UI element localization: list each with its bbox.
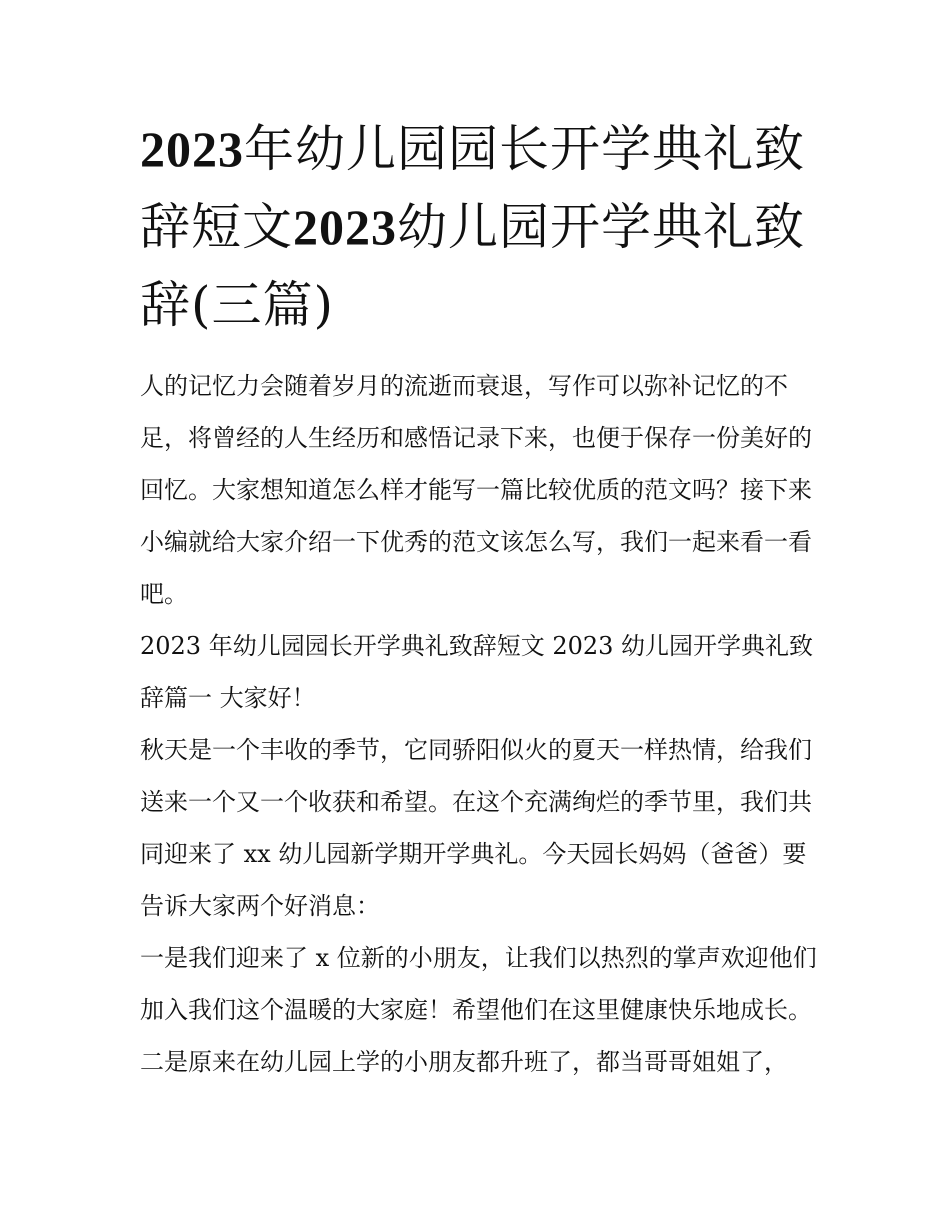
paragraph-autumn: 秋天是一个丰收的季节，它同骄阳似火的夏天一样热情，给我们送来一个又一个收获和希望。在这个充满绚烂的季节里，我们共同迎来了 xx 幼儿园新学期开学典礼。今天园长妈妈（爸爸）要告诉大家两个好消息： bbox=[140, 736, 812, 920]
paragraph-heading: 2023 年幼儿园园长开学典礼致辞短文 2023 幼儿园开学典礼致辞篇一 大家好！ bbox=[140, 632, 814, 712]
document-body bbox=[140, 360, 820, 1088]
paragraph-intro: 人的记忆力会随着岁月的流逝而衰退，写作可以弥补记忆的不足，将曾经的人生经历和感悟记录下来，也便于保存一份美好的回忆。大家想知道怎么样才能写一篇比较优质的范文吗？接下来小编就给大家介绍一下优秀的范文该怎么写，我们一起来看一看吧。 bbox=[140, 372, 812, 608]
document-title bbox=[140, 110, 820, 344]
paragraph-news-one: 一是我们迎来了 x 位新的小朋友，让我们以热烈的掌声欢迎他们加入我们这个温暖的大家庭！希望他们在这里健康快乐地成长。 bbox=[140, 944, 817, 1024]
title-text-1: 年幼儿园园长开学典礼致辞短文 bbox=[140, 120, 805, 256]
title-year-2: 2023 bbox=[293, 199, 397, 255]
title-text-2: 幼儿园开学典礼致辞(三篇) bbox=[140, 198, 805, 334]
document-page bbox=[140, 110, 820, 1088]
title-year-1: 2023 bbox=[140, 121, 244, 177]
paragraph-news-two: 二是原来在幼儿园上学的小朋友都升班了，都当哥哥姐姐了， bbox=[140, 1048, 788, 1076]
